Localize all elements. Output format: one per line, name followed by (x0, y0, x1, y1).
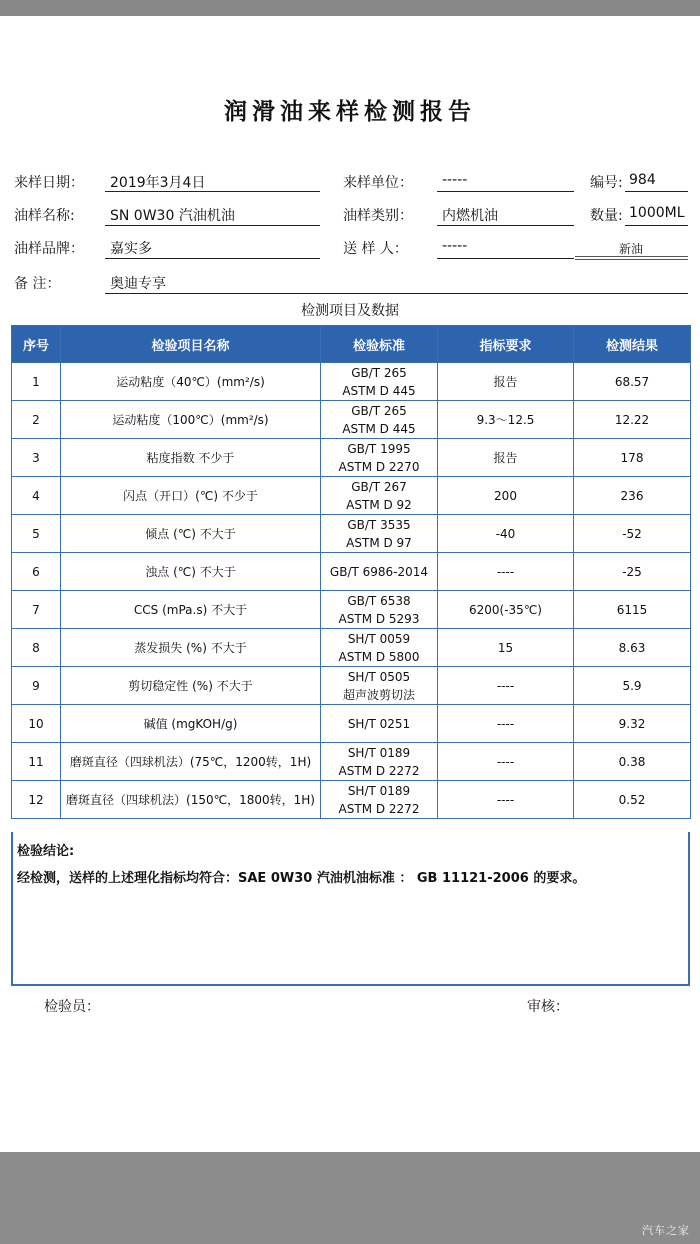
cell-standard (321, 515, 438, 553)
row-standard-2: ASTM D 2270 (338, 459, 420, 474)
row-no: 12 (28, 792, 44, 807)
cell-requirement (438, 781, 574, 819)
cell-item (61, 363, 321, 401)
row-standard-2: ASTM D 2272 (338, 801, 420, 816)
cell-item (61, 743, 321, 781)
row-item: 闪点（开口）(℃) 不少于 (123, 488, 258, 503)
oil-type-value: 内燃机油 (442, 208, 498, 224)
oil-type-underline (437, 225, 574, 226)
sender-value: ----- (442, 238, 468, 254)
row-requirement: ---- (496, 716, 515, 731)
row-standard-1: GB/T 3535 (347, 517, 411, 532)
cell-requirement (438, 743, 574, 781)
cell-requirement (438, 477, 574, 515)
row-no: 5 (32, 526, 40, 541)
cell-item (61, 705, 321, 743)
table-row (12, 363, 691, 401)
row-item: 磨斑直径（四球机法）(150℃，1800转，1H) (66, 792, 315, 807)
cell-standard (321, 629, 438, 667)
row-no: 8 (32, 640, 40, 655)
cell-no (12, 781, 61, 819)
report-title: 润滑油来样检测报告 (224, 98, 476, 125)
cell-item (61, 553, 321, 591)
table-row (12, 781, 691, 819)
row-no: 11 (28, 754, 44, 769)
cell-standard (321, 439, 438, 477)
cell-item (61, 439, 321, 477)
cell-standard (321, 363, 438, 401)
cell-result (574, 553, 691, 591)
row-result: 8.63 (618, 640, 646, 655)
cell-result (574, 439, 691, 477)
quantity-underline (625, 225, 688, 226)
row-no: 7 (32, 602, 40, 617)
cell-requirement (438, 363, 574, 401)
sample-date-value: 2019年3月4日 (110, 175, 206, 191)
row-standard-1: SH/T 0505 (347, 669, 411, 684)
row-standard-1: SH/T 0251 (347, 716, 411, 731)
row-standard-2: ASTM D 445 (342, 383, 416, 398)
row-standard-1: GB/T 6538 (347, 593, 411, 608)
row-item: 浊点 (℃) 不大于 (145, 564, 236, 579)
table-row (12, 477, 691, 515)
row-result: 6115 (616, 602, 648, 617)
cell-no (12, 667, 61, 705)
col-header-requirement: 指标要求 (438, 326, 574, 363)
row-requirement: 报告 (493, 450, 518, 465)
remark-value: 奥迪专享 (110, 276, 166, 292)
row-standard-2: ASTM D 5293 (338, 611, 420, 626)
row-requirement: 报告 (493, 374, 518, 389)
oil-name-label: 油样名称: (14, 208, 75, 224)
cell-no (12, 591, 61, 629)
table-row (12, 401, 691, 439)
row-standard-1: GB/T 267 (351, 479, 407, 494)
inspector-label: 检验员： (44, 999, 100, 1015)
cell-standard (321, 667, 438, 705)
cell-item (61, 629, 321, 667)
cell-standard (321, 401, 438, 439)
oil-type-label: 油样类别： (343, 208, 413, 224)
cell-standard (321, 553, 438, 591)
row-no: 1 (32, 374, 40, 389)
reviewer-label: 审核： (527, 999, 569, 1015)
number-underline (625, 191, 688, 192)
row-requirement: 15 (497, 640, 514, 655)
remark-underline (105, 293, 688, 294)
row-result: 0.38 (618, 754, 646, 769)
row-result: -25 (622, 564, 642, 579)
row-result: 5.9 (622, 678, 642, 693)
cell-item (61, 401, 321, 439)
watermark-text: 汽车之家 (642, 1224, 690, 1237)
row-no: 2 (32, 412, 40, 427)
row-result: 9.32 (618, 716, 646, 731)
cell-result (574, 515, 691, 553)
row-item: 碱值 (mgKOH/g) (143, 716, 238, 731)
bottom-frame (0, 1152, 700, 1244)
row-item: 倾点 (℃) 不大于 (145, 526, 236, 541)
cell-standard (321, 591, 438, 629)
cell-requirement (438, 553, 574, 591)
new-oil-underline-2 (575, 259, 688, 260)
brand-label: 油样品牌： (14, 241, 84, 257)
col-header-result: 检测结果 (574, 326, 691, 363)
row-standard-2: 超声波剪切法 (342, 687, 415, 702)
conclusion-text: 经检测，送样的上述理化指标均符合：SAE 0W30 汽油机油标准 ： GB 11121-2006 的要求。 (17, 871, 586, 886)
row-standard-2: ASTM D 2272 (338, 763, 420, 778)
row-standard-1: GB/T 265 (351, 365, 407, 380)
cell-no (12, 439, 61, 477)
table-row (12, 743, 691, 781)
remark-label: 备 注： (14, 276, 61, 292)
brand-underline (105, 258, 320, 259)
row-item: 运动粘度（40℃）(mm²/s) (116, 374, 265, 389)
cell-no (12, 629, 61, 667)
cell-item (61, 591, 321, 629)
row-standard-2: ASTM D 445 (342, 421, 416, 436)
cell-item (61, 477, 321, 515)
row-requirement: ---- (496, 564, 515, 579)
cell-no (12, 743, 61, 781)
row-requirement: 6200(-35℃) (469, 602, 542, 617)
row-result: -52 (622, 526, 642, 541)
table-row (12, 667, 691, 705)
row-standard-1: SH/T 0189 (347, 783, 411, 798)
row-requirement: ---- (496, 792, 515, 807)
cell-result (574, 705, 691, 743)
table-row (12, 515, 691, 553)
cell-result (574, 629, 691, 667)
sample-date-label: 来样日期： (14, 175, 84, 191)
cell-result (574, 667, 691, 705)
cell-requirement (438, 629, 574, 667)
cell-requirement (438, 705, 574, 743)
cell-requirement (438, 515, 574, 553)
cell-requirement (438, 439, 574, 477)
table-row (12, 705, 691, 743)
number-value: 984 (629, 172, 656, 188)
cell-item (61, 667, 321, 705)
conclusion-label: 检验结论: (17, 844, 75, 859)
cell-requirement (438, 591, 574, 629)
number-label: 编号: (590, 175, 623, 191)
table-row (12, 629, 691, 667)
cell-no (12, 401, 61, 439)
cell-standard (321, 743, 438, 781)
row-standard-2: ASTM D 92 (346, 497, 412, 512)
row-standard-1: GB/T 265 (351, 403, 407, 418)
cell-result (574, 401, 691, 439)
sample-unit-underline (437, 191, 574, 192)
cell-result (574, 781, 691, 819)
quantity-value: 1000ML (629, 205, 685, 221)
row-standard-1: GB/T 6986-2014 (329, 564, 429, 579)
row-result: 12.22 (614, 412, 650, 427)
cell-no (12, 363, 61, 401)
row-result: 236 (620, 488, 644, 503)
row-requirement: -40 (495, 526, 516, 541)
sample-date-underline (105, 191, 320, 192)
cell-requirement (438, 667, 574, 705)
row-item: 运动粘度（100℃）(mm²/s) (112, 412, 269, 427)
cell-item (61, 515, 321, 553)
cell-item (61, 781, 321, 819)
cell-result (574, 477, 691, 515)
row-standard-1: SH/T 0189 (347, 745, 411, 760)
brand-value: 嘉实多 (110, 241, 152, 257)
table-row (12, 553, 691, 591)
sample-unit-label: 来样单位： (343, 175, 413, 191)
row-item: 剪切稳定性 (%) 不大于 (128, 678, 253, 693)
row-requirement: ---- (496, 678, 515, 693)
row-result: 178 (620, 450, 644, 465)
col-header-standard: 检验标准 (321, 326, 438, 363)
cell-result (574, 363, 691, 401)
row-standard-2: ASTM D 97 (346, 535, 412, 550)
cell-result (574, 591, 691, 629)
row-standard-1: SH/T 0059 (347, 631, 411, 646)
row-result: 0.52 (618, 792, 646, 807)
row-result: 68.57 (614, 374, 650, 389)
row-no: 4 (32, 488, 40, 503)
cell-no (12, 477, 61, 515)
cell-standard (321, 477, 438, 515)
row-item: 磨斑直径（四球机法）(75℃，1200转，1H) (69, 754, 312, 769)
cell-no (12, 705, 61, 743)
oil-name-value: SN 0W30 汽油机油 (110, 208, 235, 224)
cell-standard (321, 705, 438, 743)
quantity-label: 数量: (590, 208, 623, 224)
sample-unit-value: ----- (442, 172, 468, 188)
oil-name-underline (105, 225, 320, 226)
row-no: 10 (28, 716, 44, 731)
sender-label: 送 样 人： (343, 241, 408, 257)
row-requirement: ---- (496, 754, 515, 769)
table-header-row (12, 326, 691, 363)
section-title: 检测项目及数据 (301, 303, 399, 319)
new-oil-underline-1 (575, 256, 688, 257)
row-no: 9 (32, 678, 40, 693)
cell-standard (321, 781, 438, 819)
row-item: 蒸发损失 (%) 不大于 (134, 640, 247, 655)
row-no: 6 (32, 564, 40, 579)
cell-result (574, 743, 691, 781)
cell-requirement (438, 401, 574, 439)
row-item: CCS (mPa.s) 不大于 (133, 602, 248, 617)
table-row (12, 591, 691, 629)
row-standard-1: GB/T 1995 (347, 441, 411, 456)
cell-no (12, 553, 61, 591)
col-header-no: 序号 (12, 326, 61, 363)
table-row (12, 439, 691, 477)
conclusion-box (11, 832, 690, 986)
col-header-item: 检验项目名称 (61, 326, 321, 363)
row-requirement: 9.3～12.5 (476, 412, 535, 427)
row-requirement: 200 (494, 488, 517, 503)
results-table (11, 325, 691, 819)
row-item: 粘度指数 不少于 (146, 450, 235, 465)
sender-underline (437, 258, 574, 259)
cell-no (12, 515, 61, 553)
new-oil-value: 新油 (619, 242, 644, 256)
row-standard-2: ASTM D 5800 (338, 649, 420, 664)
row-no: 3 (32, 450, 40, 465)
